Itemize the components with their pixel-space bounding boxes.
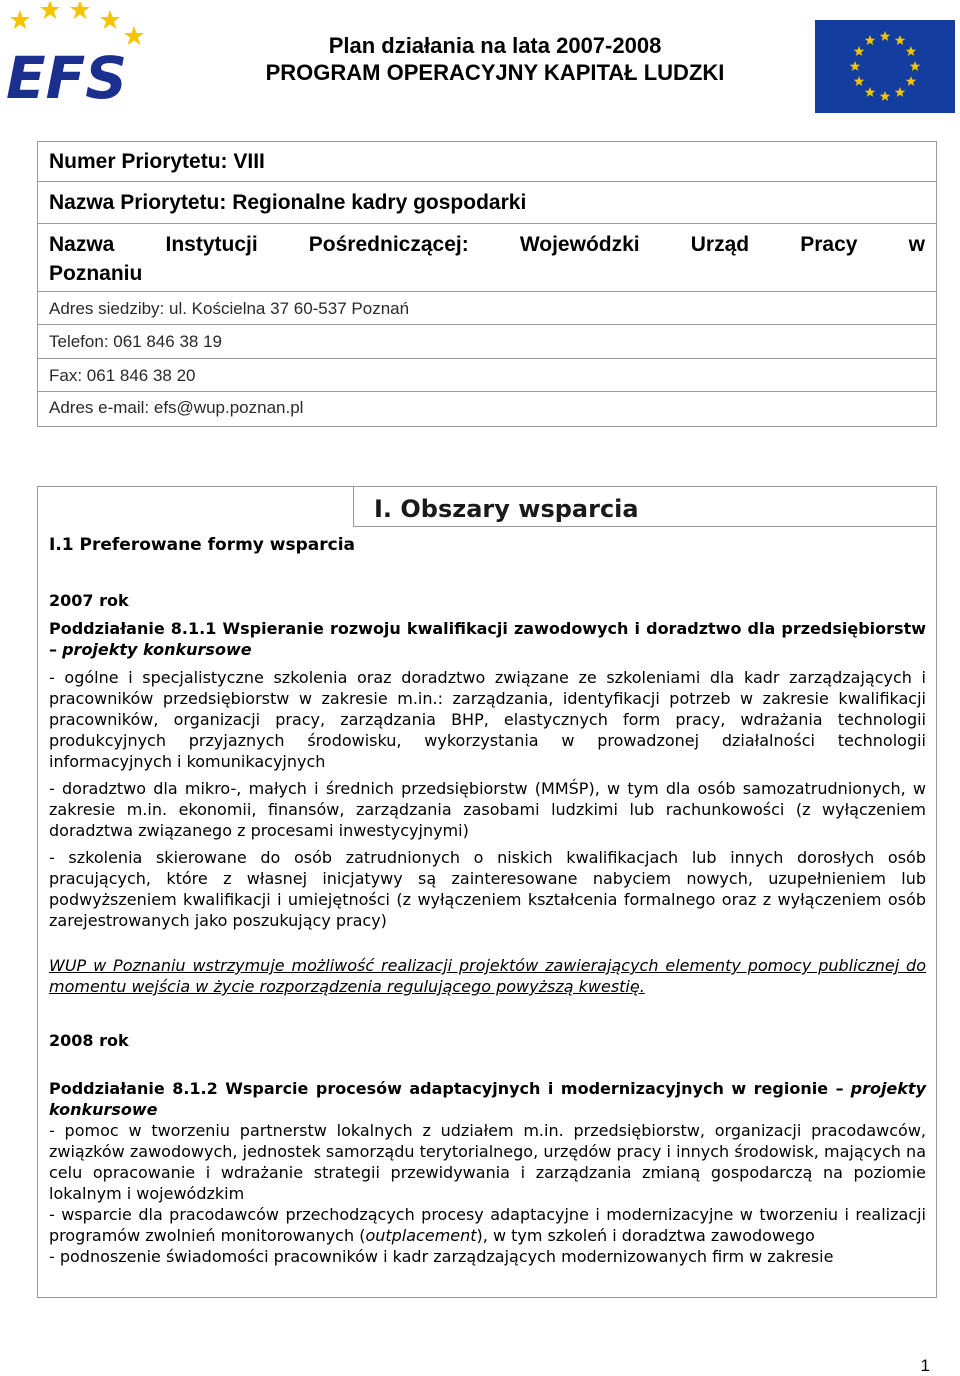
- institution-word: Wojewódzki: [519, 233, 640, 256]
- institution-line-1: [49, 230, 925, 259]
- priority-number: Numer Priorytetu: VIII: [38, 142, 936, 182]
- institution-word: Urząd: [690, 233, 750, 256]
- fax: Fax: 061 846 38 20: [38, 359, 936, 392]
- paragraph-training: - ogólne i specjalistyczne szkolenia oraz doradztwo związane ze szkoleniami dla kadr zarządzających i pracowników przedsiębiorstw w zakresie m.in.: zarządzania, identyfikacji potrzeb w zakresie kwalifikacji pracowników, organizacji pracy, zarządzania BHP, elastycznych form pracy, wdrażania technologii produkcyjnych przyjaznych środowisku, wykorzystania w prowadzonej działalności technologii informacyjnych i komunikacyjnych: [49, 668, 926, 771]
- priority-name: Nazwa Priorytetu: Regionalne kadry gospodarki: [38, 182, 936, 224]
- institution-line-2: Poznaniu: [49, 262, 143, 285]
- address: Adres siedziby: ul. Kościelna 37 60-537 Poznań: [38, 292, 936, 325]
- paragraph-low-skilled: - szkolenia skierowane do osób zatrudnionych o niskich kwalifikacjach lub innych dorosłych osób pracujących, które z własnej inicjatywy są zainteresowane nabyciem nowych, uzupełnieniem lub podwyższeniem kwalifikacji i umiejętności (z wyłączeniem kształcenia formalnego oraz z wyłączeniem osób zarejestrowanych jako poszukujący pracy): [49, 848, 926, 930]
- title-line-2: PROGRAM OPERACYJNY KAPITAŁ LUDZKI: [265, 60, 725, 85]
- outplacement-term: outplacement: [365, 1226, 477, 1245]
- year-2007-heading: 2007 rok: [49, 591, 129, 610]
- paragraph-awareness: - podnoszenie świadomości pracowników i kadr zarządzających modernizowanych firm w zakresie: [49, 1247, 834, 1266]
- institution-word: Instytucji: [165, 233, 258, 256]
- block-2007: [49, 590, 926, 1267]
- efs-logo-text: EFS: [6, 44, 128, 102]
- document-title: [200, 32, 790, 86]
- paragraph-advisory: - doradztwo dla mikro-, małych i średnich przedsiębiorstw (MMŚP), w tym dla osób samozatrudnionych, w zakresie m.in. ekonomii, finansów, zarządzania zasobami ludzkimi lub rachunkowości (z wyłączeniem doradztwa związanego z procesami inwestycyjnymi): [49, 779, 926, 840]
- title-line-1: Plan działania na lata 2007-2008: [328, 33, 662, 58]
- priority-info-box: [37, 141, 937, 427]
- intermediate-institution: [38, 224, 936, 292]
- year-2008-heading: 2008 rok: [49, 1031, 129, 1050]
- email-address: Adres e-mail: efs@wup.poznan.pl: [49, 398, 304, 417]
- institution-word: w: [908, 233, 925, 256]
- subaction-812-title: Poddziałanie 8.1.2 Wsparcie procesów adaptacyjnych i modernizacyjnych w regionie –: [49, 1079, 844, 1098]
- public-aid-notice: WUP w Poznaniu wstrzymuje możliwość realizacji projektów zawierających elementy pomocy publicznej do momentu wejścia w życie rozporządzenia regulującego powyższą kwestię.: [49, 956, 926, 996]
- subaction-811-type: projekty konkursowe: [62, 640, 252, 659]
- page-header: [0, 0, 960, 125]
- eu-flag-icon: [815, 20, 955, 113]
- paragraph-outplacement: - wsparcie dla pracodawców przechodzących procesy adaptacyjne i modernizacyjne w tworzeniu i realizacji programów zwolnień monitorowanych (outplacement), w tym szkoleń i doradztwa zawodowego: [49, 1205, 926, 1245]
- page-number: 1: [920, 1356, 930, 1375]
- institution-word: Pośredniczącej:: [308, 233, 469, 256]
- section-heading-cell: [353, 487, 936, 527]
- efs-logo: [4, 2, 150, 102]
- subaction-812-heading: [49, 1078, 926, 1120]
- phone: Telefon: 061 846 38 19: [38, 325, 936, 359]
- subsection-heading: I.1 Preferowane formy wsparcia: [49, 535, 356, 555]
- institution-word: Pracy: [800, 233, 858, 256]
- support-areas-box: [37, 486, 937, 1298]
- paragraph-partnerships: - pomoc w tworzeniu partnerstw lokalnych z udziałem m.in. przedsiębiorstw, organizacji pracodawców, związków zawodowych, jednostek samorządu terytorialnego, urzędów pracy i innych środowisk, mających na celu opracowanie i wdrażanie strategii przewidywania i zarządzania zmianą gospodarczą na poziomie lokalnym i wojewódzkim: [49, 1121, 926, 1203]
- institution-word: Nazwa: [49, 233, 115, 256]
- subaction-811-title: Poddziałanie 8.1.1 Wspieranie rozwoju kwalifikacji zawodowych i doradztwo dla przedsiębiorstw –: [49, 619, 926, 659]
- section-heading: I. Obszary wsparcia: [374, 495, 639, 523]
- subaction-811-heading: [49, 618, 926, 660]
- star-icon: [10, 2, 144, 45]
- subaction-812-type: projekty konkursowe: [49, 1079, 926, 1119]
